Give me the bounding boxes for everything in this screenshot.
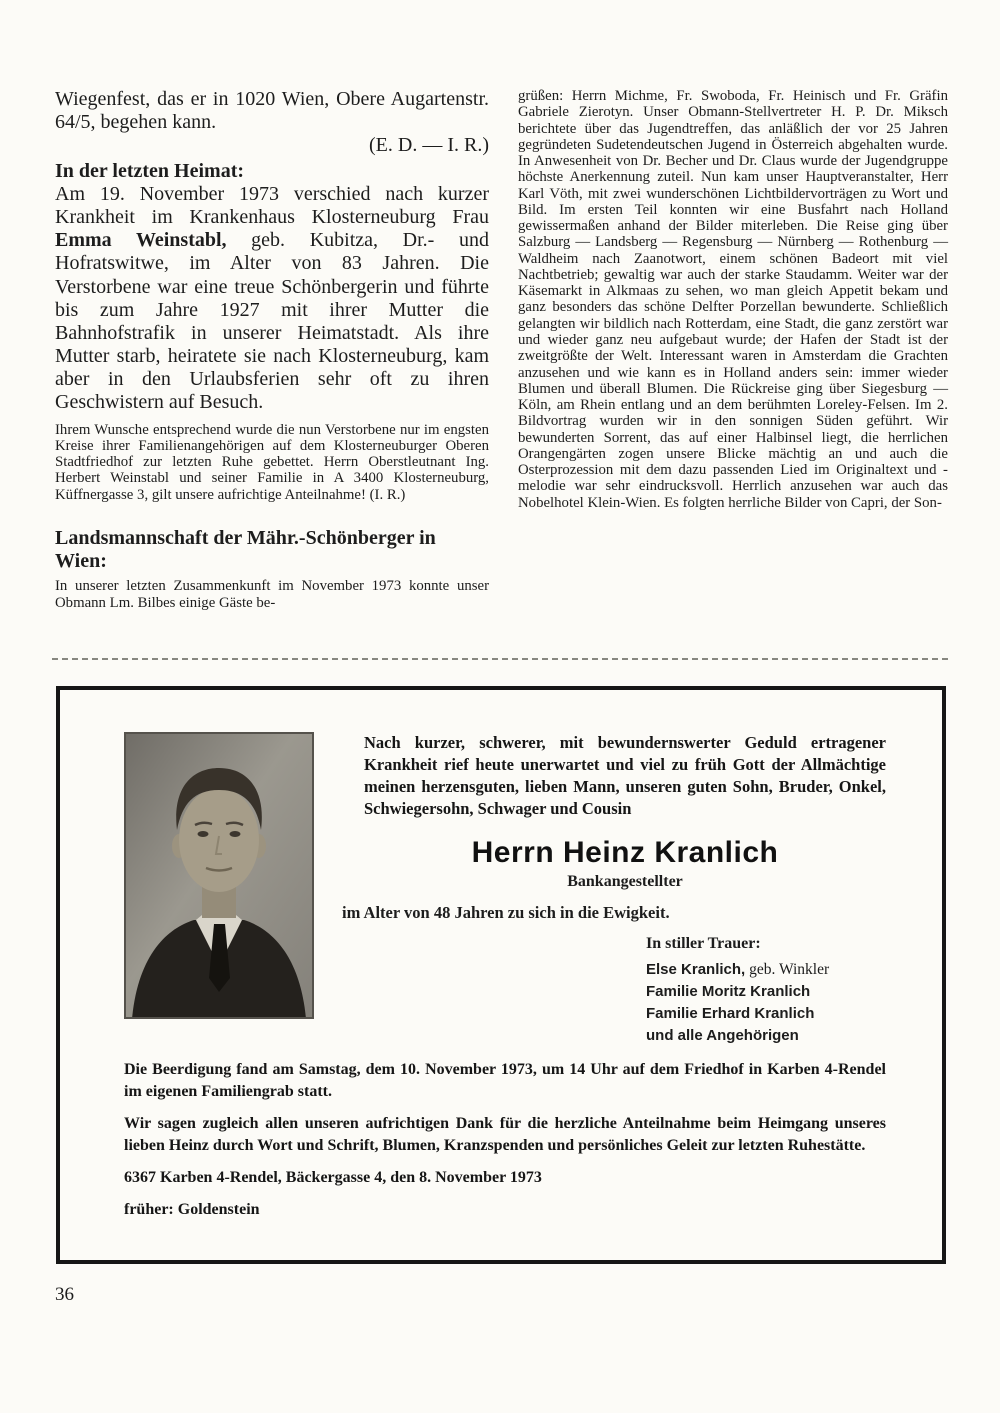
continuation-paragraph: Wiegenfest, das er in 1020 Wien, Obere Augartenstr. 64/5, begehen kann. xyxy=(55,88,489,134)
obituary-article-paragraph xyxy=(55,183,489,415)
mourner-name: Familie Erhard Kranlich xyxy=(646,1004,815,1022)
burial-info: Die Beerdigung fand am Samstag, dem 10. November 1973, um 14 Uhr auf dem Friedhof in Karben 4-Rendel im eigenen Familiengrab statt. xyxy=(124,1060,886,1100)
obituary-lower-section xyxy=(124,1059,886,1221)
author-initials: (E. D. — I. R.) xyxy=(369,134,489,157)
paragraph-text: geb. Kubitza, Dr.- und Hofratswitwe, im Alter von 83 Jahren. Die Verstorbene war eine treue Schönbergerin und führte bis zum Jahre 1927 mit ihrer Mutter die Bahnhofstrafik in unserer Heimatstadt. Als ihre Mutter starb, heiratete sie nach Klosterneuburg, kam aber in den Urlaubsferien sehr oft zu ihren Geschwistern auf Besuch. xyxy=(55,229,489,414)
portrait-photo xyxy=(124,732,314,1019)
mourner-name: und alle Angehörigen xyxy=(646,1026,799,1044)
obituary-intro-text: Nach kurzer, schwerer, mit bewundernswerter Geduld ertragener Krankheit rief heute unerwartet und viel zu früh Gott der Allmächtige meinen herzensguten, lieben Mann, unseren guten Sohn, Bruder, Onkel, Schwiegersohn, Schwager und Cousin xyxy=(364,733,886,818)
mourner-line xyxy=(646,981,886,1003)
mourning-label: In stiller Trauer: xyxy=(646,934,761,952)
meeting-report-continuation: grüßen: Herrn Michme, Fr. Swoboda, Fr. Heinisch und Fr. Gräfin Gabriele Zierotyn. Unser Obmann-Stellvertreter H. P. Dr. Miksch berichtete über das Jugendtreffen, das anläßlich der vor 25 Jahren gegründeten Sudetendeutschen Jugend in Österreich abgehalten wurde. In Anwesenheit von Dr. Becher und Dr. Claus wurde der Jugendgruppe höchste Anerkennung zuteil. Nun kam unser Hauptveranstalter, Herr Karl Vöth, mit zwei wunderschönen Lichtbildervorträgen zu Wort und Bild. Im ersten Teil konnten wir eine Busfahrt nach Holland gewissermaßen anhand der Bilder miterleben. Die Reise ging über Salzburg — Landsberg — Regensburg — Nürnberg — Rothenburg — Waldheim nach Zaanotwort, einem schönen Badeort mit viel Nachtbetrieb; gewaltig war auch der starke Staudamm. Weiter war der Käsemarkt in Alkmaas zu sehen, wo man gleich Appetit bekam und ganz besonders das schöne Delfter Porzellan bewunderte. Schließlich gelangten wir bildlich nach Rotterdam, eine Stadt, die ganz zerstört war und wieder ganz neu aufgebaut wurde; der Hafen der Stadt ist der zweitgrößte der Welt. Interessant waren in Amsterdam die Grachten anzusehen und wie kann es in Holland anders sein: immer wieder Blumen und überall Blumen. Die Rückreise ging über Siegesburg — Köln, am Rhein entlang und an dem berühmten Loreley-Felsen. Im 2. Bildvortrag wurden wir in den sonnigen Süden geführt. Wir bewunderten Sorrent, das auf einer Halbinsel liegt, die herrlichen Orangengärten zogen unsere Blicke mächtig an und auch die Osterprozession mit dem dazu passenden Lied im Originaltext und -melodie war sehr eindrucksvoll. Herrlich anzusehen war auch das Nobelhotel Klein-Wien. Es folgten herrliche Bilder von Capri, der Son- xyxy=(518,88,948,511)
paragraph-text: Am 19. November 1973 verschied nach kurzer Krankheit im Krankenhaus Klosterneuburg Frau xyxy=(55,182,489,228)
mourner-name-suffix: geb. Winkler xyxy=(745,960,830,978)
address-line: 6367 Karben 4-Rendel, Bäckergasse 4, den 8. November 1973 xyxy=(124,1169,542,1187)
meeting-report-paragraph: In unserer letzten Zusammenkunft im November 1973 konnte unser Obmann Lm. Bilbes einige Gäste be- xyxy=(55,578,489,611)
deceased-name-emphasis: Emma Weinstabl, xyxy=(55,229,227,252)
page-number: 36 xyxy=(55,1284,74,1305)
obituary-upper-section xyxy=(124,732,886,1047)
mourner-name: Familie Moritz Kranlich xyxy=(646,982,811,1000)
thanks-paragraph: Wir sagen zugleich allen unseren aufrichtigen Dank für die herzliche Anteilnahme beim Heimgang unseres lieben Heinz durch Wort und Schrift, Blumen, Kranzspenden und persönliches Geleit zur letzten Ruhestätte. xyxy=(124,1114,886,1154)
age-line: im Alter von 48 Jahren zu sich in die Ewigkeit. xyxy=(342,902,670,922)
mourner-name: Else Kranlich, xyxy=(646,960,746,978)
deceased-occupation: Bankangestellter xyxy=(567,872,683,890)
dashed-divider xyxy=(52,658,948,660)
section-heading-heimat: In der letzten Heimat: xyxy=(55,159,245,182)
mourner-line xyxy=(646,1003,886,1025)
mourner-line xyxy=(646,1025,886,1047)
deceased-name: Herrn Heinz Kranlich xyxy=(471,835,779,869)
former-residence-line: früher: Goldenstein xyxy=(124,1201,260,1219)
mourner-line xyxy=(646,959,886,981)
portrait-photo-graphic xyxy=(124,732,314,1019)
condolence-paragraph: Ihrem Wunsche entsprechend wurde die nun Verstorbene nur im engsten Kreise ihrer Familienangehörigen auf dem Klosterneuburger Oberen Stadtfriedhof zur letzten Ruhe gebettet. Herrn Oberstleutnant Ing. Herbert Weinstabl und seiner Familie in A 3400 Klosterneuburg, Küffnergasse 3, gilt unsere aufrichtige Anteilnahme! (I. R.) xyxy=(55,421,489,503)
left-column xyxy=(55,88,489,611)
obituary-notice xyxy=(56,686,946,1264)
obituary-text-block xyxy=(342,732,886,1047)
right-column xyxy=(518,88,948,511)
section-heading-landsmannschaft: Landsmannschaft der Mähr.-Schönberger in Wien: xyxy=(55,526,436,573)
mourners-block xyxy=(646,935,886,1047)
